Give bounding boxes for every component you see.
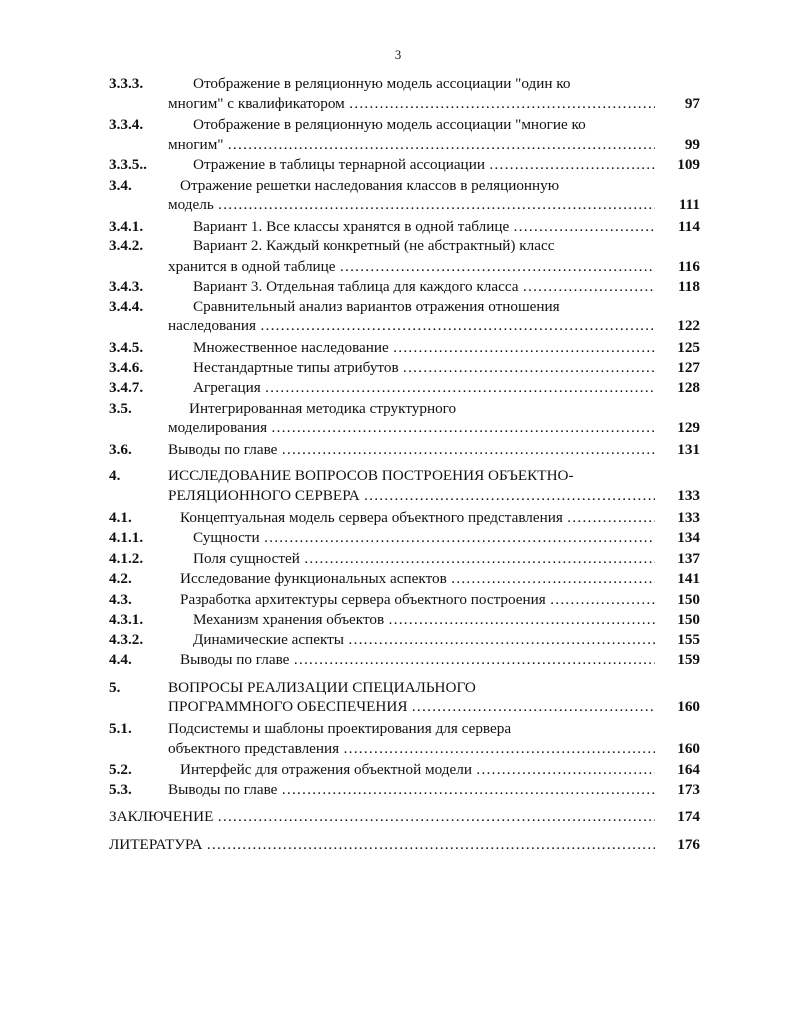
section-title-last-line: хранится в одной таблице ……………………………………………………………………………………………………………………… (168, 258, 655, 276)
section-number: 3.3.3. (109, 75, 144, 92)
section-title-last-line: многим" с квалификатором ……………………………………………………………………………………………………………………… (168, 95, 655, 113)
page-ref: 160 (677, 698, 700, 715)
section-title-line: ИССЛЕДОВАНИЕ ВОПРОСОВ ПОСТРОЕНИЯ ОБЪЕКТНО- (168, 467, 574, 484)
section-number: 4.4. (109, 651, 132, 668)
section-number: 4.1.2. (109, 550, 144, 567)
section-title-last-line: Выводы по главе ……………………………………………………………………………………………………………………… (180, 651, 655, 669)
section-number: 4.2. (109, 570, 132, 587)
page-ref: 134 (677, 529, 700, 546)
section-title-line: ВОПРОСЫ РЕАЛИЗАЦИИ СПЕЦИАЛЬНОГО (168, 679, 476, 696)
section-title-last-line: Сущности ……………………………………………………………………………………………………………………… (193, 529, 655, 547)
section-number: 4. (109, 467, 121, 484)
section-number: 5.3. (109, 781, 132, 798)
section-number: 3.4.1. (109, 218, 144, 235)
section-title-last-line: ЛИТЕРАТУРА ……………………………………………………………………………………………………………………… (109, 836, 655, 854)
section-number: 4.1. (109, 509, 132, 526)
section-number: 5.2. (109, 761, 132, 778)
section-number: 3.5. (109, 400, 132, 417)
section-title-last-line: многим" ……………………………………………………………………………………………………………………… (168, 136, 655, 154)
page-ref: 127 (677, 359, 700, 376)
page-number: 3 (394, 47, 402, 62)
page-ref: 116 (678, 258, 700, 275)
section-title-line: Отображение в реляционную модель ассоциации "многие ко (193, 116, 586, 133)
section-number: 3.4.5. (109, 339, 144, 356)
section-title-line: Отражение решетки наследования классов в реляционную (180, 177, 560, 194)
section-title-last-line: наследования ……………………………………………………………………………………………………………………… (168, 317, 655, 335)
section-number: 3.4. (109, 177, 132, 194)
page-ref: 176 (677, 836, 700, 853)
page-ref: 128 (677, 379, 700, 396)
section-title-last-line: объектного представления ……………………………………………………………………………………………………………………… (168, 740, 655, 758)
section-title-last-line: Исследование функциональных аспектов ……………………………………………………………………………………………………………………… (180, 570, 655, 588)
section-title-last-line: Выводы по главе ……………………………………………………………………………………………………………………… (168, 781, 655, 799)
page-ref: 159 (677, 651, 700, 668)
section-title-last-line: Вариант 1. Все классы хранятся в одной таблице ……………………………………………………………………………………………………………………… (193, 218, 655, 236)
section-number: 4.3. (109, 591, 132, 608)
section-number: 3.3.4. (109, 116, 144, 133)
page-ref: 137 (677, 550, 700, 567)
section-number: 5. (109, 679, 121, 696)
section-title-last-line: Концептуальная модель сервера объектного представления ……………………………………………………………………………………………………………………… (180, 509, 655, 527)
section-title-line: Сравнительный анализ вариантов отражения отношения (193, 298, 560, 315)
section-number: 3.3.5.. (109, 156, 147, 173)
section-number: 5.1. (109, 720, 132, 737)
section-title-line: Вариант 2. Каждый конкретный (не абстрактный) класс (193, 237, 555, 254)
section-title-line: Подсистемы и шаблоны проектирования для сервера (168, 720, 512, 737)
section-number: 4.1.1. (109, 529, 144, 546)
section-title-last-line: Выводы по главе ……………………………………………………………………………………………………………………… (168, 441, 655, 459)
page-ref: 133 (677, 509, 700, 526)
section-number: 4.3.1. (109, 611, 144, 628)
page-ref: 122 (677, 317, 700, 334)
page-ref: 150 (677, 591, 700, 608)
section-title-last-line: модель ……………………………………………………………………………………………………………………… (168, 196, 655, 214)
section-title-last-line: Вариант 3. Отдельная таблица для каждого класса ……………………………………………………………………………………………………………………… (193, 278, 655, 296)
page-ref: 160 (677, 740, 700, 757)
page-ref: 118 (678, 278, 700, 295)
page-ref: 111 (678, 196, 700, 213)
section-number: 4.3.2. (109, 631, 144, 648)
section-number: 3.4.2. (109, 237, 144, 254)
page-ref: 114 (678, 218, 700, 235)
section-title-last-line: Динамические аспекты ……………………………………………………………………………………………………………………… (193, 631, 655, 649)
section-number: 3.4.4. (109, 298, 144, 315)
section-number: 3.4.6. (109, 359, 144, 376)
section-number: 3.4.7. (109, 379, 144, 396)
section-title-last-line: Разработка архитектуры сервера объектного построения ……………………………………………………………………………………………………………………… (180, 591, 655, 609)
section-title-line: Отображение в реляционную модель ассоциации "один ко (193, 75, 571, 92)
section-title-last-line: РЕЛЯЦИОННОГО СЕРВЕРА ……………………………………………………………………………………………………………………… (168, 487, 655, 505)
page-ref: 155 (677, 631, 700, 648)
section-title-line: Интегрированная методика структурного (189, 400, 457, 417)
page-ref: 173 (677, 781, 700, 798)
section-title-last-line: ПРОГРАММНОГО ОБЕСПЕЧЕНИЯ ……………………………………………………………………………………………………………………… (168, 698, 655, 716)
section-title-last-line: Механизм хранения объектов ……………………………………………………………………………………………………………………… (193, 611, 655, 629)
page-ref: 131 (677, 441, 700, 458)
page-ref: 133 (677, 487, 700, 504)
page-ref: 125 (677, 339, 700, 356)
section-title-last-line: моделирования ……………………………………………………………………………………………………………………… (168, 419, 655, 437)
page-ref: 99 (684, 136, 700, 153)
section-title-last-line: Множественное наследование ……………………………………………………………………………………………………………………… (193, 339, 655, 357)
page-ref: 174 (677, 808, 700, 825)
section-title-last-line: ЗАКЛЮЧЕНИЕ ……………………………………………………………………………………………………………………… (109, 808, 655, 826)
section-title-last-line: Нестандартные типы атрибутов ……………………………………………………………………………………………………………………… (193, 359, 655, 377)
section-title-last-line: Отражение в таблицы тернарной ассоциации ……………………………………………………………………………………………………………………… (193, 156, 655, 174)
page-ref: 97 (684, 95, 700, 112)
section-title-last-line: Поля сущностей ……………………………………………………………………………………………………………………… (193, 550, 655, 568)
page-ref: 109 (677, 156, 700, 173)
section-title-last-line: Агрегация ……………………………………………………………………………………………………………………… (193, 379, 655, 397)
section-number: 3.6. (109, 441, 132, 458)
page-ref: 164 (677, 761, 700, 778)
page-ref: 141 (677, 570, 700, 587)
page-ref: 129 (677, 419, 700, 436)
section-number: 3.4.3. (109, 278, 144, 295)
section-title-last-line: Интерфейс для отражения объектной модели ……………………………………………………………………………………………………………………… (180, 761, 655, 779)
page-ref: 150 (677, 611, 700, 628)
